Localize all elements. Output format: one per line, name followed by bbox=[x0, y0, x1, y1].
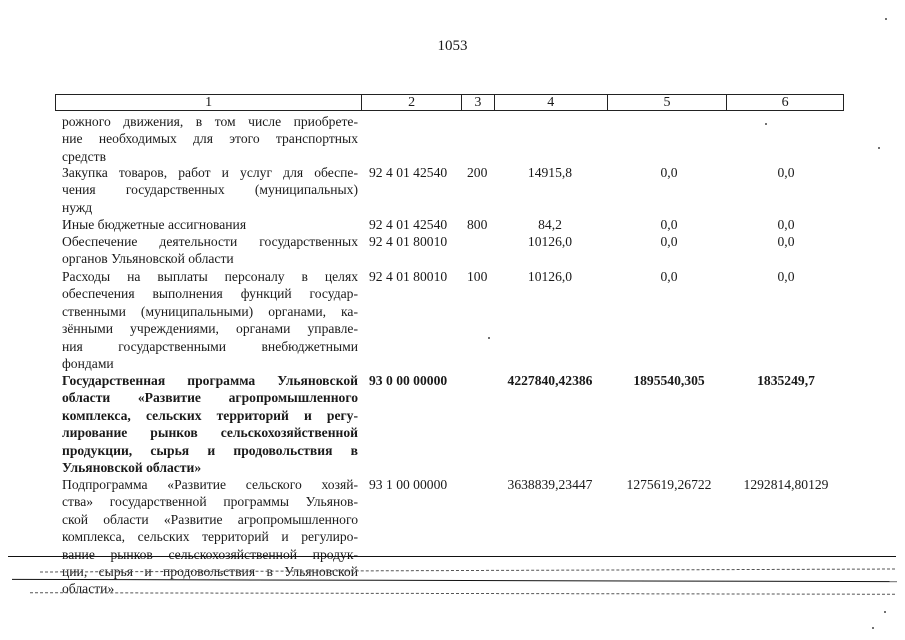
row-code: 92 4 01 42540 bbox=[369, 217, 448, 232]
row-value-col4: 14915,8 bbox=[527, 165, 573, 180]
row-code: 92 4 01 80010 bbox=[369, 234, 448, 249]
row-name-line: Подпрограмма «Развитие сельского хозяй- bbox=[62, 477, 358, 492]
row-expense-type: 200 bbox=[467, 165, 488, 180]
row-code: 93 1 00 00000 bbox=[369, 477, 448, 492]
row-value-col5: 0,0 bbox=[660, 269, 678, 284]
row-name-line: Расходы на выплаты персоналу в целях bbox=[62, 269, 358, 284]
row-name-line: ства» государственной программы Ульянов- bbox=[62, 494, 358, 510]
row-value-col5: 0,0 bbox=[660, 165, 678, 180]
row-name-line: Иные бюджетные ассигнования bbox=[62, 217, 247, 232]
row-value-col5: 1895540,305 bbox=[633, 373, 705, 388]
header-col-2: 2 bbox=[362, 95, 462, 110]
row-name-line: Обеспечение деятельности государственных bbox=[62, 234, 358, 249]
row-name-line: чения государственных (муниципальных) bbox=[62, 182, 358, 198]
row-name-line: комплекса, сельских территорий и регу- bbox=[62, 407, 358, 423]
row-name-line: Государственная программа Ульяновской bbox=[62, 373, 358, 388]
scan-speck bbox=[488, 337, 490, 339]
row-name-line: ние необходимых для этого транспортных bbox=[62, 131, 358, 147]
row-name-line: продукции, сырья и продовольствия в bbox=[62, 442, 358, 458]
row-value-col6: 0,0 bbox=[777, 165, 795, 180]
page-number: 1053 bbox=[437, 38, 468, 54]
table-header bbox=[55, 94, 844, 111]
row-name bbox=[62, 372, 358, 476]
row-name-line: Закупка товаров, работ и услуг для обеспе- bbox=[62, 165, 358, 180]
row-name-line: обеспечения выполнения функций государ- bbox=[62, 286, 358, 302]
scan-speck bbox=[885, 18, 887, 20]
row-name bbox=[62, 113, 358, 165]
row-name-line: области» bbox=[62, 581, 115, 597]
row-name-line: нужд bbox=[62, 199, 93, 215]
row-value-col6: 1835249,7 bbox=[757, 373, 815, 388]
row-code: 92 4 01 42540 bbox=[369, 165, 448, 180]
scan-line bbox=[8, 556, 896, 557]
row-value-col4: 4227840,42386 bbox=[507, 373, 593, 388]
row-value-col4: 3638839,23447 bbox=[507, 477, 593, 492]
row-name-line: Ульяновской области» bbox=[62, 459, 202, 475]
row-name-line: ния государственными внебюджетными bbox=[62, 338, 358, 354]
row-name bbox=[62, 216, 358, 233]
scan-speck bbox=[872, 627, 874, 629]
header-col-3: 3 bbox=[462, 95, 495, 110]
scan-speck bbox=[765, 123, 767, 125]
row-value-col5: 1275619,26722 bbox=[626, 477, 712, 492]
row-expense-type: 100 bbox=[467, 269, 488, 284]
row-name-line: лирование рынков сельскохозяйственной bbox=[62, 425, 358, 441]
row-name-line: органов Ульяновской области bbox=[62, 251, 234, 267]
scan-speck bbox=[878, 147, 880, 149]
header-col-1: 1 bbox=[56, 95, 362, 110]
row-code: 93 0 00 00000 bbox=[369, 373, 448, 388]
row-value-col5: 0,0 bbox=[660, 234, 678, 249]
row-name bbox=[62, 233, 358, 268]
row-value-col6: 1292814,80129 bbox=[743, 477, 829, 492]
row-name-line: фондами bbox=[62, 355, 114, 371]
row-name bbox=[62, 268, 358, 372]
row-name-line: ции, сырья и продовольствия в Ульяновской bbox=[62, 563, 358, 579]
row-code: 92 4 01 80010 bbox=[369, 269, 448, 284]
row-name-line: зёнными учреждениями, органами управле- bbox=[62, 321, 358, 337]
row-value-col6: 0,0 bbox=[777, 217, 795, 232]
row-name-line: вание рынков сельскохозяйственной продук- bbox=[62, 546, 358, 562]
header-col-5: 5 bbox=[608, 95, 728, 110]
header-col-4: 4 bbox=[495, 95, 608, 110]
row-value-col6: 0,0 bbox=[777, 234, 795, 249]
scan-speck bbox=[884, 611, 886, 613]
row-value-col6: 0,0 bbox=[777, 269, 795, 284]
row-name bbox=[62, 164, 358, 216]
row-expense-type: 800 bbox=[467, 217, 488, 232]
row-name-line: ственными (муниципальными) органами, ка- bbox=[62, 303, 358, 319]
row-name-line: средств bbox=[62, 148, 106, 164]
row-name-line: рожного движения, в том числе приобрете- bbox=[62, 114, 358, 129]
row-name-line: ской области «Развитие агропромышленного bbox=[62, 511, 358, 527]
row-value-col5: 0,0 bbox=[660, 217, 678, 232]
header-col-6: 6 bbox=[781, 95, 789, 110]
row-value-col4: 10126,0 bbox=[527, 269, 573, 284]
row-value-col4: 84,2 bbox=[538, 217, 562, 232]
row-value-col4: 10126,0 bbox=[527, 234, 573, 249]
row-name-line: комплекса, сельских территорий и регулиро- bbox=[62, 529, 358, 545]
row-name-line: области «Развитие агропромышленного bbox=[62, 390, 358, 406]
